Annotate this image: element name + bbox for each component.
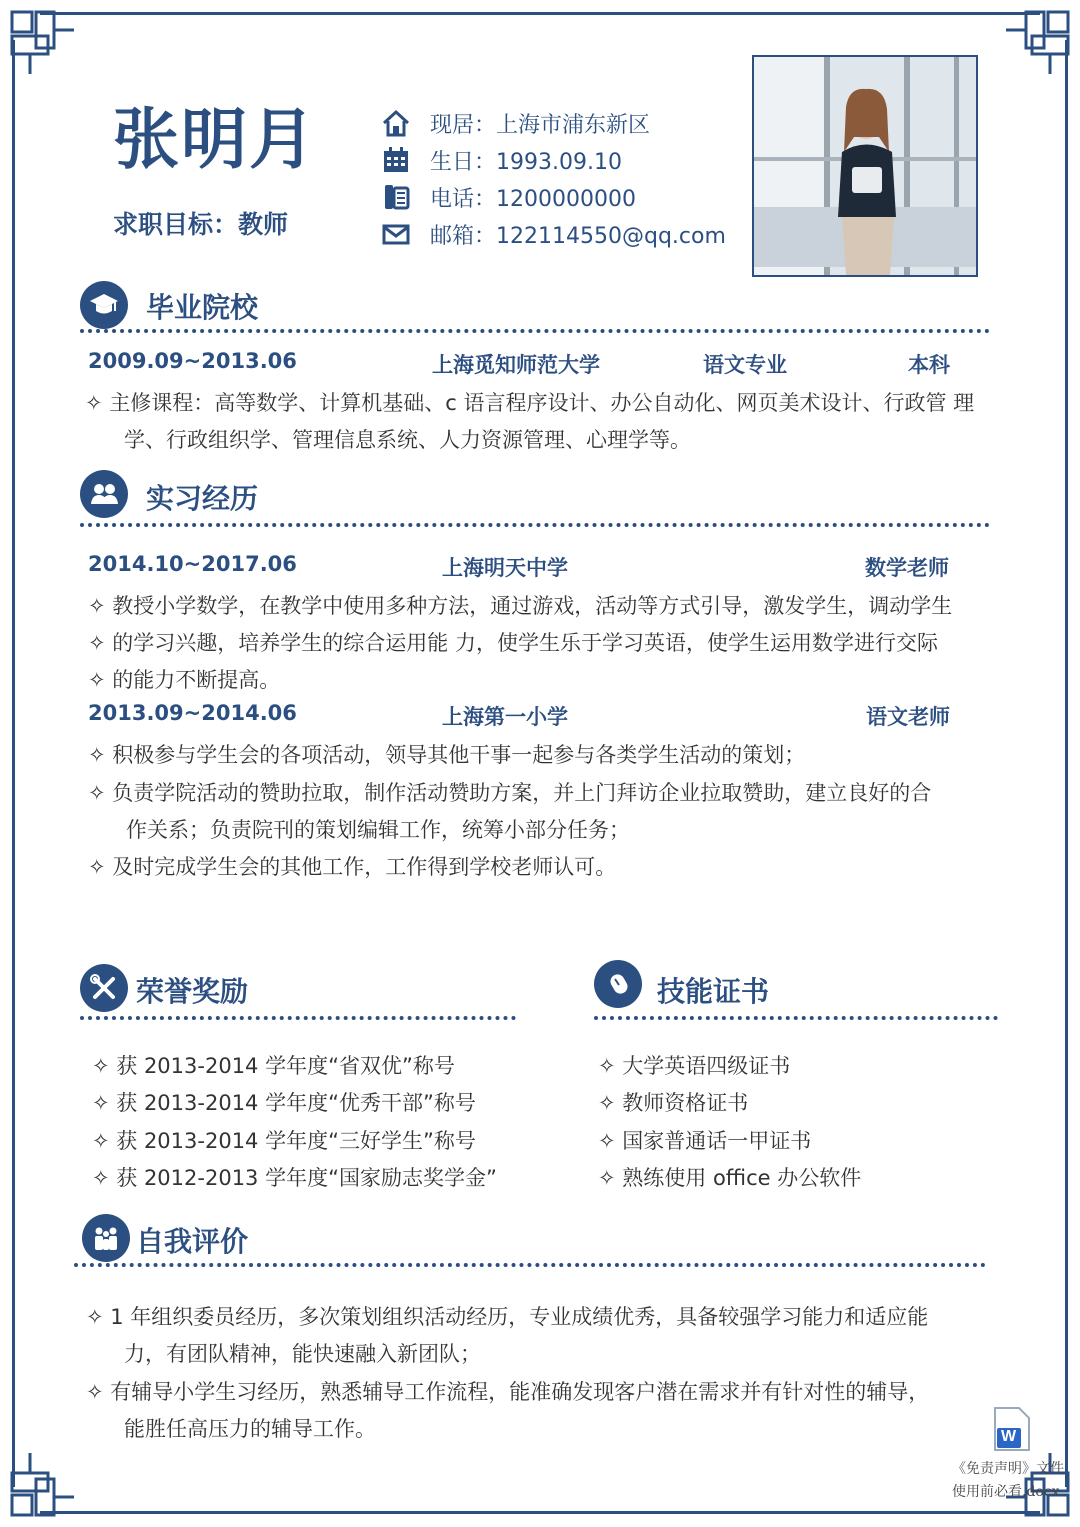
job-objective: 求职目标：教师 bbox=[113, 210, 289, 239]
internship-divider bbox=[80, 523, 990, 527]
contact-address bbox=[380, 106, 740, 140]
tools-icon bbox=[80, 964, 128, 1012]
honor-item-3: ✧ 获 2013-2014 学年度“三好学生”称号 bbox=[92, 1129, 476, 1153]
education-divider bbox=[80, 329, 990, 333]
word-file-letter: W bbox=[1001, 1428, 1017, 1445]
candidate-name: 张明月 bbox=[113, 101, 317, 178]
job-2-line-3: 作关系；负责院刊的策划编辑工作，统筹小部分任务； bbox=[126, 818, 630, 842]
skills-divider bbox=[594, 1016, 998, 1020]
education-degree: 本科 bbox=[908, 353, 950, 377]
people-icon bbox=[80, 470, 128, 518]
home-icon bbox=[380, 107, 412, 139]
job-2-line-1: ✧ 积极参与学生会的各项活动，领导其他干事一起参与各类学生活动的策划； bbox=[88, 743, 806, 767]
watermark-line-2: 使用前必看.docx bbox=[952, 1484, 1060, 1500]
mouse-icon bbox=[594, 960, 642, 1008]
graduation-cap-icon bbox=[80, 281, 128, 329]
skill-item-3: ✧ 国家普通话一甲证书 bbox=[598, 1129, 812, 1153]
self-eval-title: 自我评价 bbox=[136, 1225, 249, 1258]
self-eval-line-2: 力，有团队精神，能快速融入新团队； bbox=[124, 1342, 481, 1366]
profile-photo bbox=[752, 55, 978, 277]
education-title: 毕业院校 bbox=[146, 291, 259, 324]
job-1-line-2: ✧ 的学习兴趣，培养学生的综合运用能 力，使学生乐于学习英语，使学生运用数学进行交际 bbox=[88, 631, 938, 655]
skill-item-1: ✧ 大学英语四级证书 bbox=[598, 1054, 791, 1078]
phone-icon bbox=[380, 181, 412, 213]
education-courses-line-1: ✧ 主修课程：高等数学、计算机基础、c 语言程序设计、办公自动化、网页美术设计、行政管 理 bbox=[85, 391, 975, 415]
honors-divider bbox=[80, 1016, 516, 1020]
skill-item-2: ✧ 教师资格证书 bbox=[598, 1091, 749, 1115]
job-1-line-3: ✧ 的能力不断提高。 bbox=[88, 668, 281, 692]
job-1-line-1: ✧ 教授小学数学，在教学中使用多种方法，通过游戏，活动等方式引导，激发学生，调动学生 bbox=[88, 594, 953, 618]
self-eval-line-1: ✧ 1 年组织委员经历，多次策划组织活动经历，专业成绩优秀，具备较强学习能力和适应能 bbox=[86, 1305, 929, 1329]
contact-birthday-text: 生日：1993.09.10 bbox=[430, 149, 622, 175]
watermark-line-1: 《免责声明》文件 bbox=[952, 1461, 1064, 1477]
job-2-line-2: ✧ 负责学院活动的赞助拉取，制作活动赞助方案，并上门拜访企业拉取赞助，建立良好的合 bbox=[88, 781, 932, 805]
honor-item-2: ✧ 获 2013-2014 学年度“优秀干部”称号 bbox=[92, 1091, 476, 1115]
calendar-icon bbox=[380, 144, 412, 176]
skill-item-4: ✧ 熟练使用 office 办公软件 bbox=[598, 1166, 862, 1190]
contact-phone-text: 电话：1200000000 bbox=[430, 186, 636, 212]
internship-title: 实习经历 bbox=[146, 482, 259, 515]
job-2-period: 2013.09~2014.06 bbox=[88, 701, 297, 725]
education-school: 上海觅知师范大学 bbox=[432, 353, 600, 377]
education-major: 语文专业 bbox=[703, 353, 787, 377]
contact-phone bbox=[380, 180, 740, 214]
contact-address-text: 现居：上海市浦东新区 bbox=[430, 112, 651, 138]
group-icon bbox=[82, 1214, 130, 1262]
self-eval-divider bbox=[74, 1263, 986, 1267]
word-file-icon[interactable] bbox=[993, 1406, 1031, 1452]
job-2-line-4: ✧ 及时完成学生会的其他工作，工作得到学校老师认可。 bbox=[88, 855, 617, 879]
honor-item-4: ✧ 获 2012-2013 学年度“国家励志奖学金” bbox=[92, 1166, 497, 1190]
self-eval-line-4: 能胜任高压力的辅导工作。 bbox=[124, 1417, 376, 1441]
corner-ornament-top-left bbox=[8, 8, 78, 78]
contact-birthday bbox=[380, 143, 740, 177]
education-courses-line-2: 学、行政组织学、管理信息系统、人力资源管理、心理学等。 bbox=[124, 428, 691, 452]
self-eval-line-3: ✧ 有辅导小学生习经历，熟悉辅导工作流程，能准确发现客户潜在需求并有针对性的辅导， bbox=[86, 1380, 930, 1404]
job-1-org: 上海明天中学 bbox=[442, 556, 568, 580]
mail-icon bbox=[380, 218, 412, 250]
corner-ornament-bottom-left bbox=[8, 1449, 78, 1519]
corner-ornament-top-right bbox=[1002, 8, 1072, 78]
honors-title: 荣誉奖励 bbox=[136, 975, 249, 1008]
honor-item-1: ✧ 获 2013-2014 学年度“省双优”称号 bbox=[92, 1054, 455, 1078]
job-2-role: 语文老师 bbox=[866, 705, 950, 729]
job-2-org: 上海第一小学 bbox=[442, 705, 568, 729]
education-period: 2009.09~2013.06 bbox=[88, 349, 297, 373]
job-1-period: 2014.10~2017.06 bbox=[88, 552, 297, 576]
skills-title: 技能证书 bbox=[657, 975, 770, 1008]
contact-email bbox=[380, 217, 740, 251]
job-1-role: 数学老师 bbox=[865, 556, 949, 580]
contact-email-text: 邮箱：122114550@qq.com bbox=[430, 223, 726, 249]
